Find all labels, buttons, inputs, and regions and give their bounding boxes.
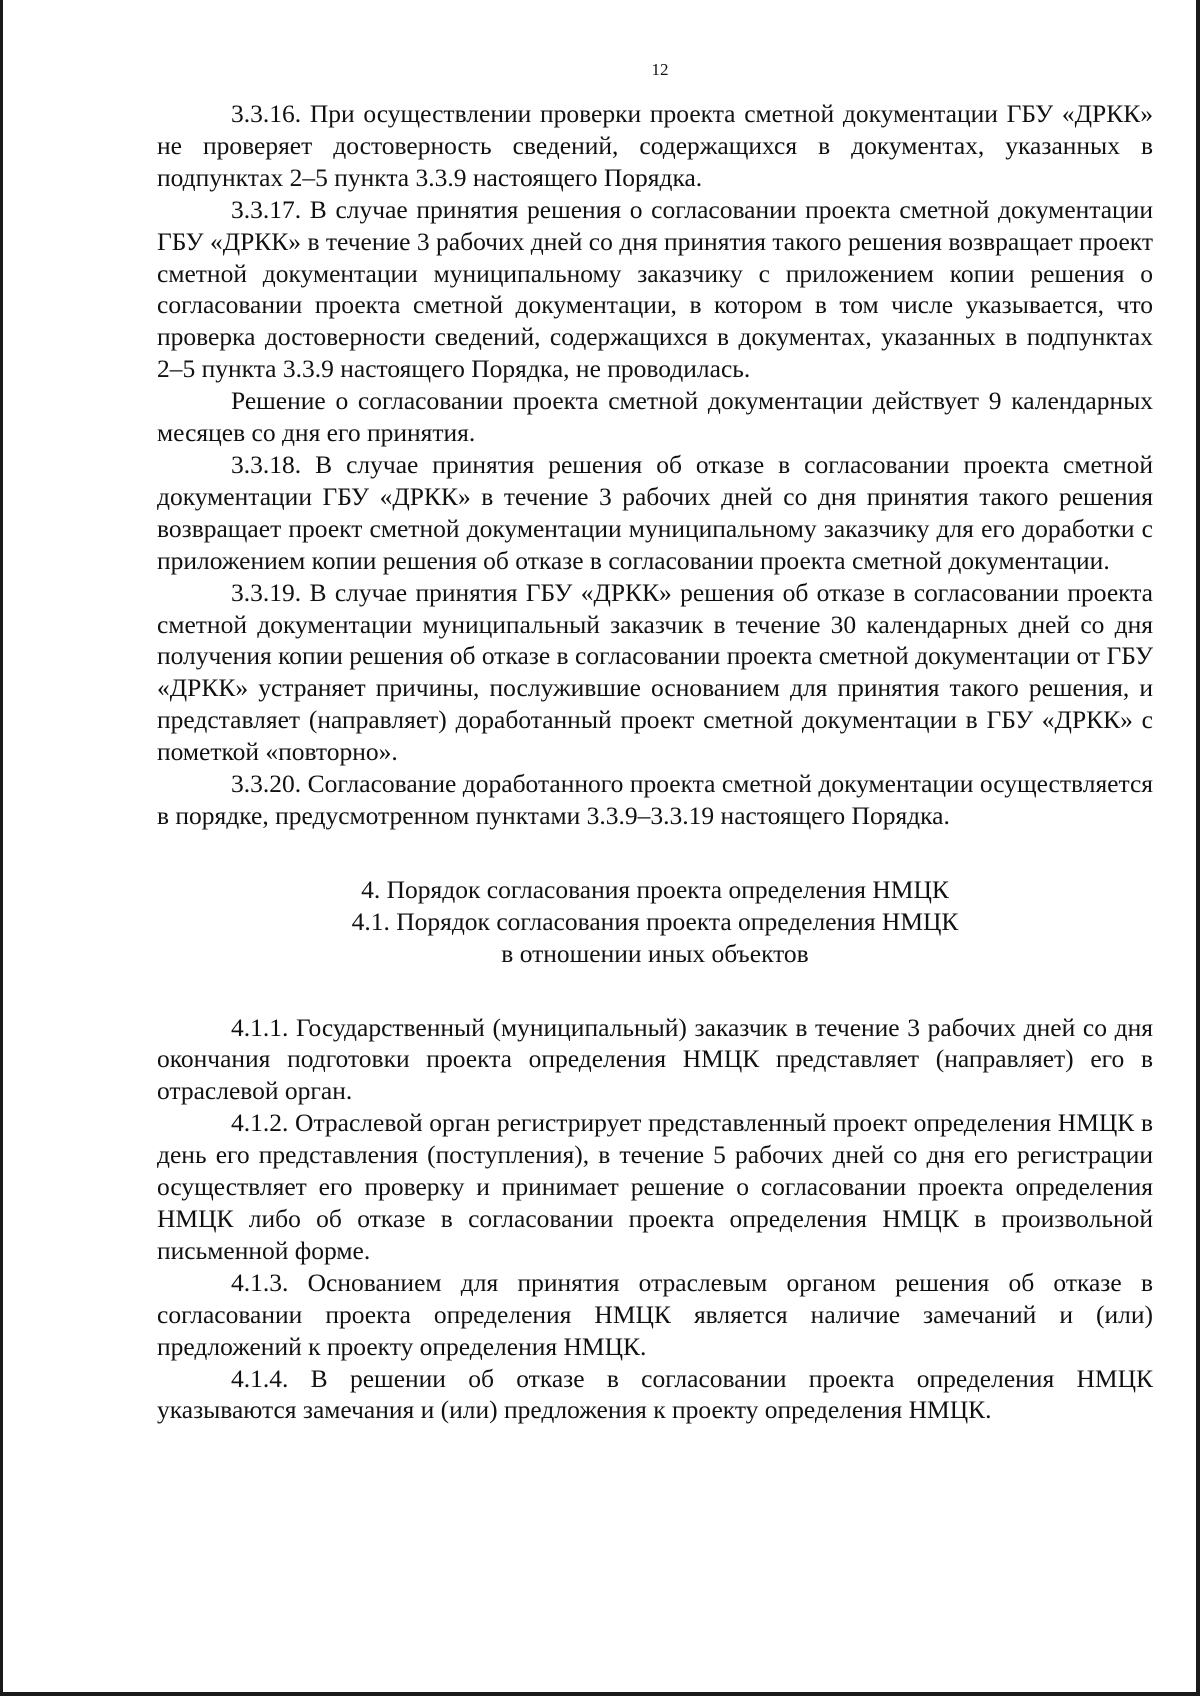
paragraph-4-1-3: 4.1.3. Основанием для принятия отраслевым органом решения об отказе в согласовании проекта определения НМЦК является наличие замечаний и (или) предложений к проекту определения НМЦК. (157, 1267, 1153, 1361)
paragraph-3-3-18: 3.3.18. В случае принятия решения об отказе в согласовании проекта сметной документации ГБУ «ДРКК» в течение 3 рабочих дней со дня принятия такого решения возвращает проект сметной документации муниципальному заказчику для его доработки с приложением копии решения об отказе в согласовании проекта сметной документации. (157, 449, 1153, 575)
paragraph-4-1-4: 4.1.4. В решении об отказе в согласовании проекта определения НМЦК указываются замечания и (или) предложения к проекту определения НМЦК. (157, 1363, 1153, 1425)
paragraph-3-3-19: 3.3.19. В случае принятия ГБУ «ДРКК» решения об отказе в согласовании проекта сметной документации муниципальный заказчик в течение 30 календарных дней со дня получения копии решения об отказе в согласовании проекта сметной документации от ГБУ «ДРКК» устраняет причины, послужившие основанием для принятия такого решения, и представляет (направляет) доработанный проект сметной документации в ГБУ «ДРКК» с пометкой «повторно». (157, 577, 1153, 767)
paragraph-3-3-16: 3.3.16. При осуществлении проверки проекта сметной документации ГБУ «ДРКК» не проверяет достоверность сведений, содержащихся в документах, указанных в подпунктах 2–5 пункта 3.3.9 настоящего Порядка. (157, 99, 1153, 192)
paragraph-4-1-2: 4.1.2. Отраслевой орган регистрирует представленный проект определения НМЦК в день его представления (поступления), в течение 5 рабочих дней со дня его регистрации осуществляет его проверку и принимает решение о согласовании проекта определения НМЦК либо об отказе в согласовании проекта определения НМЦК в произвольной письменной форме. (157, 1108, 1153, 1265)
document-body (157, 98, 1153, 1426)
scan-border-left (0, 0, 3, 1696)
page-number: 12 (651, 60, 669, 79)
section-heading (157, 874, 1153, 970)
paragraph-3-3-20: 3.3.20. Согласование доработанного проекта сметной документации осуществляется в порядке, предусмотренном пунктами 3.3.9–3.3.19 настоящего Порядка. (157, 769, 1153, 830)
paragraph-4-1-1: 4.1.1. Государственный (муниципальный) заказчик в течение 3 рабочих дней со дня окончания подготовки проекта определения НМЦК представляет (направляет) его в отраслевой орган. (157, 1012, 1153, 1106)
paragraph-decision-validity: Решение о согласовании проекта сметной документации действует 9 календарных месяцев со дня его принятия. (157, 386, 1153, 448)
subsection-4-1-title: 4.1. Порядок согласования проекта определения НМЦК (351, 906, 959, 936)
subsection-4-1-title-cont: в отношении иных объектов (501, 938, 809, 968)
scan-border-right (1196, 0, 1200, 1696)
section-4-title: 4. Порядок согласования проекта определения НМЦК (361, 874, 949, 904)
scan-border-bottom (0, 1692, 1200, 1696)
paragraph-3-3-17: 3.3.17. В случае принятия решения о согласовании проекта сметной документации ГБУ «ДРКК» в течение 3 рабочих дней со дня принятия такого решения возвращает проект сметной документации муниципальному заказчику с приложением копии решения о согласовании проекта сметной документации, в котором в том числе указывается, что проверка достоверности сведений, содержащихся в документах, указанных в подпунктах 2–5 пункта 3.3.9 настоящего Порядка, не проводилась. (157, 194, 1153, 384)
